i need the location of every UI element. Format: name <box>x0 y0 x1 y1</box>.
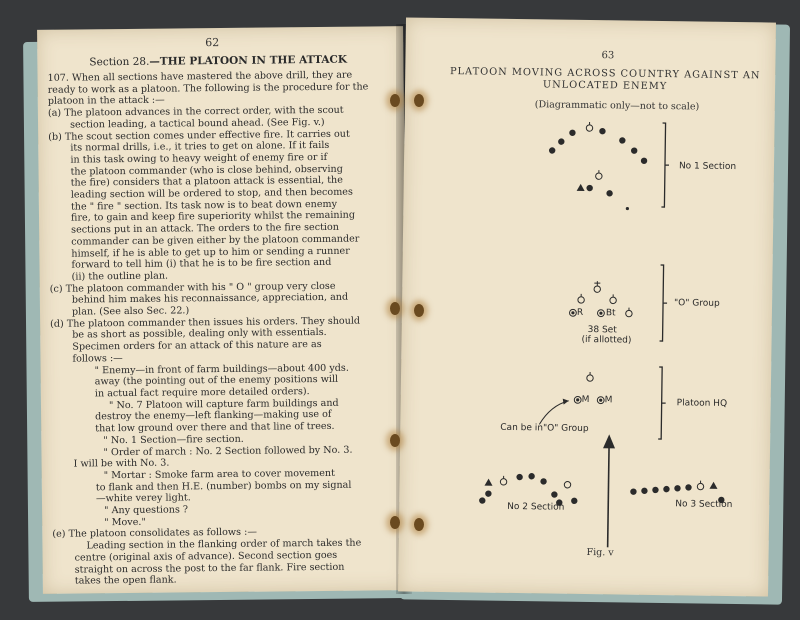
platoon-hq-bracket <box>658 367 666 439</box>
diagram-subtitle: (Diagrammatic only—not to scale) <box>534 99 700 113</box>
figure-caption: Fig. v <box>586 547 614 559</box>
label-no1-section: No 1 Section <box>678 161 737 173</box>
commander-triangle <box>577 184 585 191</box>
section-title: —THE PLATOON IN THE ATTACK <box>149 53 347 68</box>
text-line: be as short as possible, dealing only with essentials. <box>72 327 327 342</box>
ring <box>587 375 593 381</box>
text-line: commander can be given either by the platoon commander <box>71 233 360 248</box>
text-line: " Any questions ? <box>104 504 189 517</box>
text-line: (c) The platoon commander with his " O " group very close <box>49 280 336 295</box>
text-line: Leading section in the flanking order of march takes the <box>86 537 362 552</box>
diagram-title-line-2: UNLOCATED ENEMY <box>542 79 668 93</box>
text-line: destroy the enemy—left flanking—making use of <box>95 409 332 423</box>
text-line: takes the open flank. <box>74 574 177 587</box>
leader-ring <box>596 173 602 179</box>
label-no3-section: No 3 Section <box>675 499 733 511</box>
soldier-dot <box>558 138 564 144</box>
text-line: " No. 1 Section—fire section. <box>103 433 244 447</box>
label-r: R <box>576 307 584 318</box>
label-bt: Bt <box>605 308 616 319</box>
soldier-dot <box>626 207 629 210</box>
text-line: " Enemy—in front of farm buildings—about 400 yds. <box>94 362 349 376</box>
direction-arrow <box>608 442 609 547</box>
text-line: 107. When all sections have mastered the above drill, they are <box>47 69 353 84</box>
text-line: behind him makes his reconnaissance, appreciation, and <box>71 292 349 306</box>
left-page <box>37 26 409 594</box>
text-line: centre (original axis of advance). Second section goes <box>74 549 338 564</box>
no2-section-formation <box>479 472 578 506</box>
label-m2: M <box>604 395 613 406</box>
soldier-dot <box>606 190 612 196</box>
soldier-dot <box>586 185 592 191</box>
label-m: M <box>581 394 590 406</box>
label-38-set: 38 Set <box>587 325 617 336</box>
commander-triangle <box>484 479 492 486</box>
commander-triangle <box>709 482 717 489</box>
binding-hole <box>390 434 400 447</box>
text-line: plan. (See also Sec. 22.) <box>71 305 190 318</box>
text-line: (d) The platoon commander then issues his orders. They should <box>50 315 361 330</box>
text-line: section leading, a tactical bound ahead. (See Fig. v.) <box>69 116 325 131</box>
text-line: to flank and then H.E. (number) bombs on my signal <box>95 479 352 493</box>
text-line: platoon in the attack :— <box>47 95 165 108</box>
leader-ring <box>586 125 592 131</box>
binding-hole <box>414 518 424 531</box>
no1-section-bracket <box>661 123 669 207</box>
label-if-allotted: (if allotted) <box>581 334 632 346</box>
binding-hole <box>390 302 400 315</box>
binding-hole <box>390 516 400 529</box>
text-line: the fire) considers that a platoon attack is essential, the <box>70 175 343 189</box>
soldier-dot <box>641 158 647 164</box>
text-line: himself, if he is able to get up to him or sending a runner <box>71 245 350 260</box>
ring <box>626 310 632 316</box>
text-line: in this task owing to heavy weight of enemy fire or if <box>70 151 328 166</box>
text-line: " Order of march : No. 2 Section followed by No. 3. <box>103 444 353 458</box>
text-line: —white verey light. <box>95 492 191 505</box>
text-line: sections put in an attack. The orders to the fire section <box>71 221 339 236</box>
text-line: (a) The platoon advances in the correct order, with the scout <box>47 104 344 119</box>
binding-hole <box>414 304 424 317</box>
soldier-dot <box>549 147 555 153</box>
text-line: away (the pointing out of the enemy positions will <box>94 374 339 388</box>
soldier-dot <box>619 137 625 143</box>
right-page <box>398 17 776 596</box>
ring <box>594 286 600 292</box>
text-line: I will be with No. 3. <box>73 457 170 470</box>
label-can-be-in-o-group: Can be in"O" Group <box>500 422 589 435</box>
text-line: straight on across the post to the far flank. Fire section <box>74 561 345 576</box>
text-line: the platoon commander (who is close behind, observing <box>70 163 343 178</box>
binding-hole <box>390 94 400 107</box>
ring <box>610 297 616 303</box>
text-line: ready to work as a platoon. The following is the procedure for the <box>47 81 369 96</box>
label-o-group: "O" Group <box>673 298 720 309</box>
text-line: (ii) the outline plan. <box>71 270 169 283</box>
binding-hole <box>414 94 424 107</box>
text-line: " Mortar : Smoke farm area to cover movement <box>103 467 336 482</box>
text-line: Specimen orders for an attack of this nature are as <box>72 339 322 353</box>
right-page-number: 63 <box>601 50 615 62</box>
text-line: the " fire " section. Its task now is to beat down enemy <box>70 198 338 213</box>
text-line: " Move." <box>104 516 146 528</box>
text-line: leading section will be ordered to stop, and then becomes <box>70 186 353 201</box>
text-line: in actual fact require more detailed orders). <box>94 386 310 400</box>
section-label: Section 28. <box>89 55 150 69</box>
o-group-bracket <box>660 265 668 341</box>
ring <box>578 297 584 303</box>
soldier-dot <box>599 128 605 134</box>
text-line: (b) The scout section comes under effective fire. It carries out <box>48 128 350 143</box>
text-line: " No. 7 Platoon will capture farm buildings and <box>108 397 339 411</box>
text-line: (e) The platoon consolidates as follows :— <box>52 527 257 541</box>
label-platoon-hq: Platoon HQ <box>676 398 728 409</box>
text-line: fire, to gain and keep fire superiority whilst the remaining <box>70 210 356 225</box>
soldier-dot <box>631 147 637 153</box>
text-line: follows :— <box>72 352 123 365</box>
no1-section-formation <box>548 127 648 210</box>
text-line: forward to tell him (i) that he is to be fire section and <box>71 257 332 271</box>
text-line: that low ground over there and that line of trees. <box>95 420 335 435</box>
left-page-number: 62 <box>205 36 220 50</box>
soldier-dot <box>569 130 575 136</box>
text-line: its normal drills, i.e., it tries to get on alone. If it fails <box>70 140 330 154</box>
diagram-title-line-1: PLATOON MOVING ACROSS COUNTRY AGAINST AN <box>449 66 761 82</box>
left-page-body <box>48 69 398 588</box>
label-no2-section: No 2 Section <box>507 501 565 513</box>
section-heading <box>89 55 347 69</box>
